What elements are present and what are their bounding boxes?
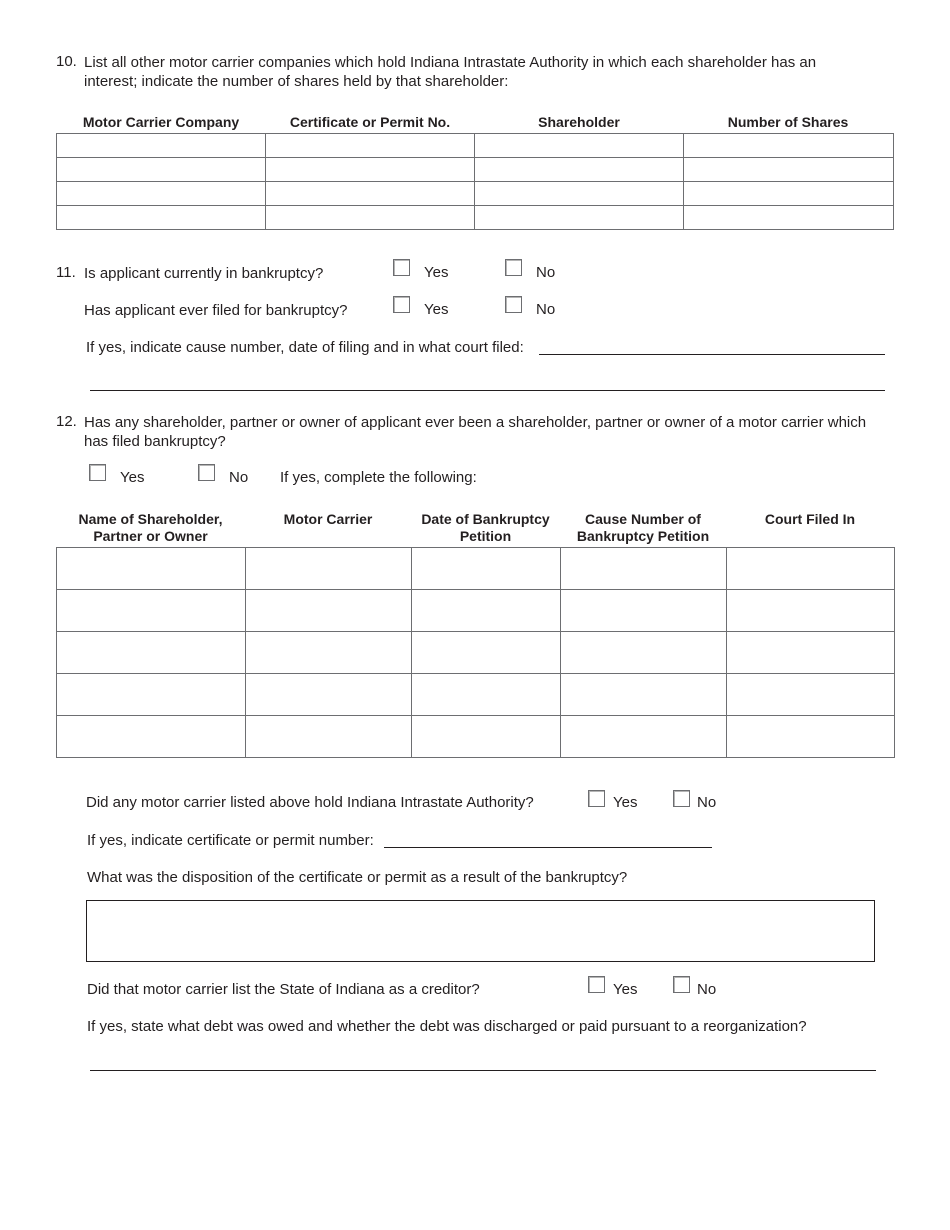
creditor-yes-checkbox[interactable] <box>588 976 605 993</box>
table-row <box>57 182 894 206</box>
table-cell[interactable] <box>412 674 561 716</box>
q10-col-header: Shareholder <box>538 114 620 130</box>
debt-answer-line[interactable] <box>90 1070 876 1071</box>
table-cell[interactable] <box>561 716 727 758</box>
q11-number: 11. <box>56 264 76 281</box>
creditor-no-checkbox[interactable] <box>673 976 690 993</box>
q10-col-header: Number of Shares <box>727 114 849 130</box>
table-cell[interactable] <box>246 716 412 758</box>
table-cell[interactable] <box>727 674 895 716</box>
table-row <box>57 158 894 182</box>
table-cell[interactable] <box>57 674 246 716</box>
shareholder-companies-table <box>56 133 894 230</box>
table-row <box>57 206 894 230</box>
table-cell[interactable] <box>684 158 894 182</box>
table-cell[interactable] <box>727 590 895 632</box>
bankruptcy-table <box>56 547 895 758</box>
authority-no-checkbox[interactable] <box>673 790 690 807</box>
table-cell[interactable] <box>475 206 684 230</box>
table-cell[interactable] <box>57 158 266 182</box>
q12-number: 12. <box>56 413 77 430</box>
table-cell[interactable] <box>266 158 475 182</box>
no-label: No <box>536 264 556 281</box>
table-cell[interactable] <box>266 134 475 158</box>
q12-col-header: Motor Carrier <box>283 511 373 527</box>
table-row <box>57 716 895 758</box>
no-label: No <box>697 981 717 998</box>
table-cell[interactable] <box>246 590 412 632</box>
q12-col-header: Cause Number of Bankruptcy Petition <box>576 511 710 544</box>
table-cell[interactable] <box>684 134 894 158</box>
table-cell[interactable] <box>246 674 412 716</box>
q12-text-line2: has filed bankruptcy? <box>84 433 226 450</box>
q12-col-header: Court Filed In <box>764 511 856 527</box>
table-cell[interactable] <box>57 632 246 674</box>
disposition-question: What was the disposition of the certificate or permit as a result of the bankruptcy? <box>87 869 628 886</box>
table-cell[interactable] <box>246 548 412 590</box>
table-row <box>57 590 895 632</box>
q11-now-no-checkbox[interactable] <box>505 259 522 276</box>
table-cell[interactable] <box>266 206 475 230</box>
q12-no-checkbox[interactable] <box>198 464 215 481</box>
table-cell[interactable] <box>684 182 894 206</box>
table-cell[interactable] <box>727 632 895 674</box>
debt-question: If yes, state what debt was owed and whether the debt was discharged or paid pursuant to a reorganization? <box>87 1018 807 1035</box>
table-cell[interactable] <box>57 548 246 590</box>
q10-number: 10. <box>56 53 77 70</box>
table-cell[interactable] <box>412 590 561 632</box>
q11-ever-filed-label: Has applicant ever filed for bankruptcy? <box>84 302 348 319</box>
q10-text-line2: interest; indicate the number of shares held by that shareholder: <box>84 73 509 90</box>
q12-col-header: Name of Shareholder, Partner or Owner <box>78 511 223 544</box>
q12-col-header: Date of Bankruptcy Petition <box>421 511 550 544</box>
q11-if-yes-label: If yes, indicate cause number, date of filing and in what court filed: <box>86 339 524 356</box>
table-cell[interactable] <box>727 716 895 758</box>
q11-now-yes-checkbox[interactable] <box>393 259 410 276</box>
table-cell[interactable] <box>412 548 561 590</box>
table-cell[interactable] <box>57 716 246 758</box>
authority-yes-checkbox[interactable] <box>588 790 605 807</box>
q12-text-line1: Has any shareholder, partner or owner of applicant ever been a shareholder, partner or owner of a motor carrier which <box>84 414 867 431</box>
q11-bankrupt-now-label: Is applicant currently in bankruptcy? <box>84 265 324 282</box>
q10-col-header: Motor Carrier Company <box>82 114 240 130</box>
q11-ever-yes-checkbox[interactable] <box>393 296 410 313</box>
table-cell[interactable] <box>57 134 266 158</box>
table-cell[interactable] <box>57 206 266 230</box>
q11-details-line[interactable] <box>539 354 885 355</box>
q10-text-line1: List all other motor carrier companies which hold Indiana Intrastate Authority in which each shareholder has an <box>84 54 817 71</box>
q12-if-yes-label: If yes, complete the following: <box>280 469 477 486</box>
no-label: No <box>697 794 717 811</box>
table-cell[interactable] <box>475 158 684 182</box>
no-label: No <box>536 301 556 318</box>
table-cell[interactable] <box>561 632 727 674</box>
table-cell[interactable] <box>57 182 266 206</box>
q11-details-line-2[interactable] <box>90 390 885 391</box>
yes-label: Yes <box>424 264 449 281</box>
table-cell[interactable] <box>57 590 246 632</box>
table-cell[interactable] <box>684 206 894 230</box>
table-cell[interactable] <box>727 548 895 590</box>
table-cell[interactable] <box>561 590 727 632</box>
disposition-textbox[interactable] <box>86 900 875 962</box>
table-row <box>57 674 895 716</box>
q10-col-header: Certificate or Permit No. <box>289 114 451 130</box>
table-cell[interactable] <box>561 674 727 716</box>
yes-label: Yes <box>424 301 449 318</box>
yes-label: Yes <box>613 794 638 811</box>
table-cell[interactable] <box>412 716 561 758</box>
authority-question: Did any motor carrier listed above hold Indiana Intrastate Authority? <box>86 794 534 811</box>
table-cell[interactable] <box>475 182 684 206</box>
table-cell[interactable] <box>266 182 475 206</box>
table-cell[interactable] <box>475 134 684 158</box>
table-row <box>57 632 895 674</box>
permit-number-line[interactable] <box>384 847 712 848</box>
creditor-question: Did that motor carrier list the State of Indiana as a creditor? <box>87 981 480 998</box>
table-cell[interactable] <box>412 632 561 674</box>
q12-yes-checkbox[interactable] <box>89 464 106 481</box>
permit-question: If yes, indicate certificate or permit number: <box>87 832 374 849</box>
table-row <box>57 134 894 158</box>
no-label: No <box>229 469 249 486</box>
table-cell[interactable] <box>561 548 727 590</box>
yes-label: Yes <box>613 981 638 998</box>
table-row <box>57 548 895 590</box>
yes-label: Yes <box>120 469 145 486</box>
q11-ever-no-checkbox[interactable] <box>505 296 522 313</box>
table-cell[interactable] <box>246 632 412 674</box>
